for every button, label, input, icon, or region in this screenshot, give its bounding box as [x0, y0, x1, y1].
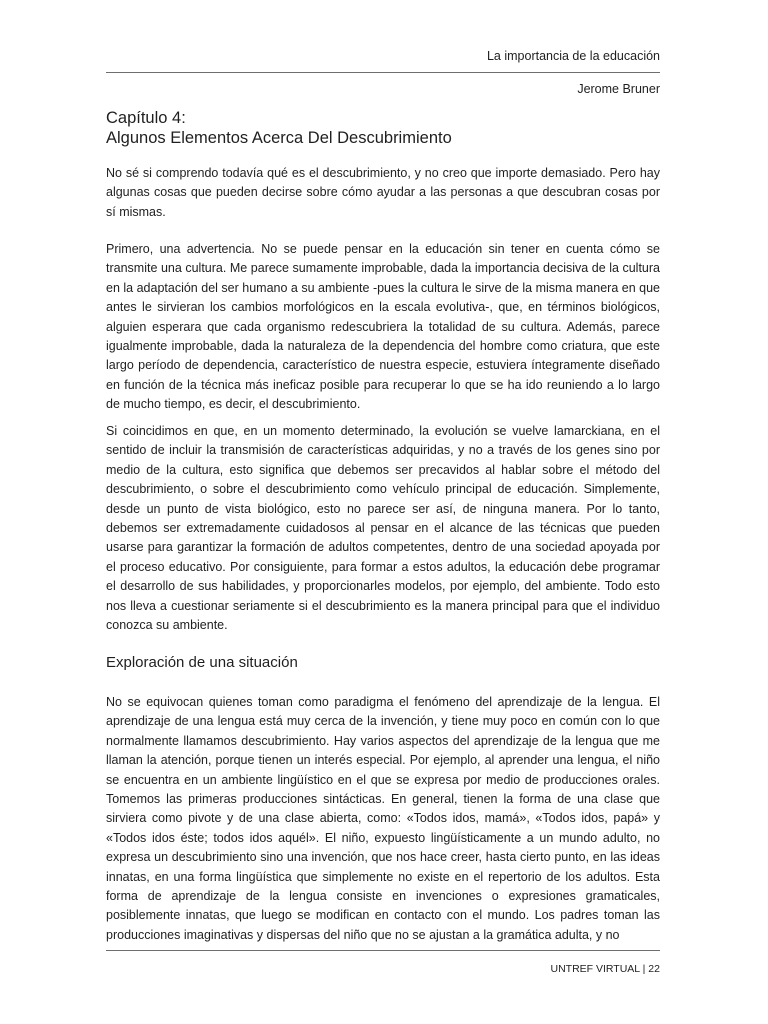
- chapter-title: Algunos Elementos Acerca Del Descubrimiento: [106, 129, 452, 147]
- header-divider: [106, 72, 660, 73]
- footer-divider: [106, 950, 660, 951]
- author-name: Jerome Bruner: [577, 82, 660, 96]
- paragraph-1: No sé si comprendo todavía qué es el descubrimiento, y no creo que importe demasiado. Pero hay algunas cosas que pueden decirse sobre cómo ayudar a las personas a que descubran cosas por sí mismas.: [106, 166, 660, 219]
- chapter-number: Capítulo 4:: [106, 109, 186, 127]
- paragraph-4: No se equivocan quienes toman como paradigma el fenómeno del aprendizaje de la lengua. El aprendizaje de una lengua está muy cerca de la invención, y tiene muy poco en común con lo que normalmente llamamos descubrimiento. Hay varios aspectos del aprendizaje de la lengua que me llaman la atención, porque tienen un interés especial. Por ejemplo, al aprender una lengua, el niño se encuentra en un ambiente lingüístico en el que se expresa por medio de producciones orales. Tomemos las primeras producciones sintácticas. En general, tienen la forma de una clase que sirviera como pivote y de una clase abierta, como: «Todos idos, mamá», «Todos idos, papá» y «Todos idos éste; todos idos aquél». El niño, expuesto lingüísticamente a un mundo adulto, no expresa un descubrimiento sino una invención, que nos hace creer, hasta cierto punto, en las ideas innatas, en una forma lingüística que simplemente no existe en el repertorio de los adultos. Esta forma de aprendizaje de la lengua consiste en invenciones o expresiones gramaticales, posiblemente innatas, que luego se modifican en contacto con el mundo. Los padres toman las producciones imaginativas y dispersas del niño que no se ajustan a la gramática adulta, y no: [106, 695, 660, 942]
- paragraph-3: Si coincidimos en que, en un momento determinado, la evolución se vuelve lamarckiana, en el sentido de incluir la transmisión de características adquiridas, y no a través de los genes sino por medio de la cultura, esto significa que debemos ser precavidos al hablar sobre el método del descubrimiento, o sobre el descubrimiento como vehículo principal de educación. Simplemente, desde un punto de vista biológico, esto no parece ser así, de ninguna manera. Por lo tanto, debemos ser extremadamente cuidadosos al pensar en el alcance de las técnicas que pueden usarse para garantizar la formación de adultos competentes, dentro de una sociedad apoyada por el proceso educativo. Por consiguiente, para formar a estos adultos, la educación debe programar el desarrollo de sus habilidades, y proporcionarles modelos, por ejemplo, del ambiente. Todo esto nos lleva a cuestionar seriamente si el descubrimiento es la manera principal para que el individuo conozca su ambiente.: [106, 424, 660, 633]
- paragraph-2: Primero, una advertencia. No se puede pensar en la educación sin tener en cuenta cómo se transmite una cultura. Me parece sumamente improbable, dada la importancia decisiva de la cultura en la adaptación del ser humano a su ambiente -pues la cultura le sirve de la misma manera en que antes le sirvieran los cambios morfológicos en la escala evolutiva-, que, en términos biológicos, alguien esperara que cada organismo redescubriera la totalidad de su cultura. Además, parece igualmente improbable, dada la naturaleza de la dependencia del hombre como criatura, que este largo período de dependencia, característico de nuestra especie, estuviera íntegramente diseñado en función de la técnica más ineficaz posible para recuperar lo que se ha ido reuniendo a lo largo de mucho tiempo, es decir, el descubrimiento.: [106, 242, 660, 412]
- page-footer: UNTREF VIRTUAL | 22: [550, 963, 660, 975]
- running-title: La importancia de la educación: [486, 49, 660, 63]
- section-heading: Exploración de una situación: [106, 654, 298, 671]
- page-header: [106, 48, 660, 97]
- chapter-heading: [106, 108, 660, 148]
